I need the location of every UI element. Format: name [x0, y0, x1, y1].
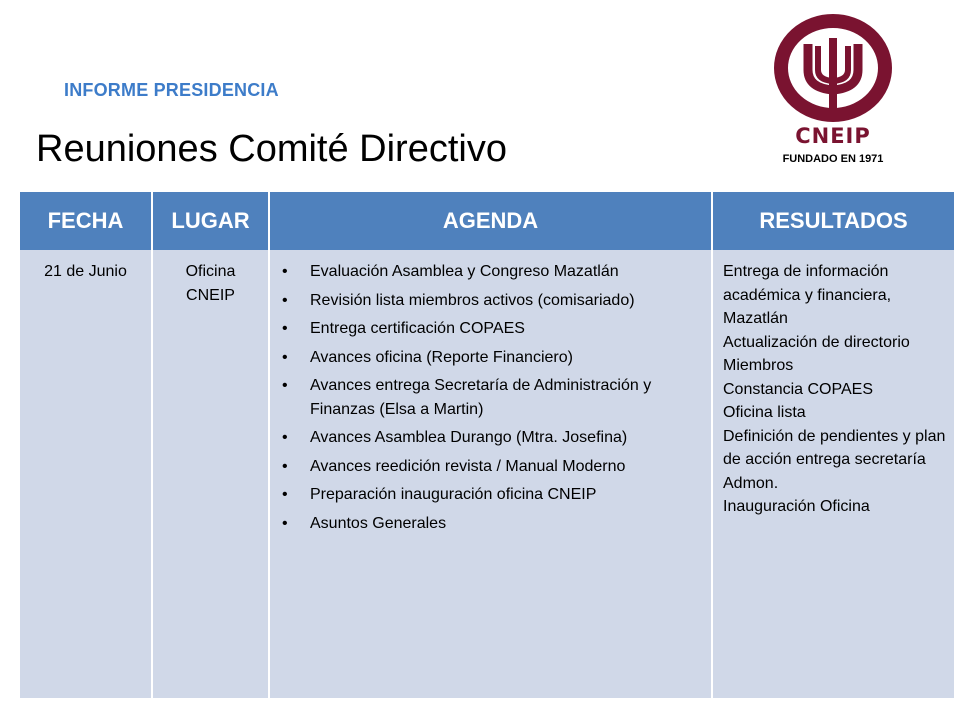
result-item: Entrega de información académica y financiera, Mazatlán: [723, 263, 892, 327]
result-item: Inauguración Oficina: [723, 498, 870, 515]
result-item: Actualización de directorio Miembros: [723, 333, 910, 374]
header-label: INFORME PRESIDENCIA: [64, 80, 279, 100]
agenda-item: • Asuntos Generales: [310, 512, 703, 536]
meetings-table: [20, 192, 954, 698]
result-item: Constancia COPAES: [723, 380, 873, 398]
agenda-item: • Avances entrega Secretaría de Administración y Finanzas (Elsa a Martin): [310, 374, 703, 421]
cell-agenda: [269, 250, 712, 698]
table-header-row: [20, 192, 954, 250]
cell-resultados: [712, 250, 954, 698]
column-header-fecha: FECHA: [20, 192, 152, 250]
agenda-item: • Preparación inauguración oficina CNEIP: [310, 483, 703, 507]
agenda-item: • Entrega certificación COPAES: [310, 317, 703, 341]
page-title: Reuniones Comité Directivo: [36, 128, 507, 170]
logo-subtitle: FUNDADO EN 1971: [782, 153, 884, 165]
cneip-emblem-icon: [768, 14, 898, 124]
agenda-item: • Avances Asamblea Durango (Mtra. Josefina): [310, 426, 703, 450]
column-header-resultados: RESULTADOS: [712, 192, 954, 250]
result-item: Oficina lista: [723, 404, 806, 421]
logo-name: CNEIP: [795, 124, 871, 148]
table-row: [20, 250, 954, 698]
cneip-logo: [768, 14, 898, 174]
column-header-agenda: AGENDA: [269, 192, 712, 250]
cell-lugar: Oficina CNEIP: [152, 250, 269, 698]
agenda-item: • Evaluación Asamblea y Congreso Mazatlán: [310, 260, 703, 284]
agenda-item: • Avances oficina (Reporte Financiero): [310, 346, 703, 370]
agenda-list: [278, 260, 703, 535]
agenda-item: • Avances reedición revista / Manual Moderno: [310, 455, 703, 479]
column-header-lugar: LUGAR: [152, 192, 269, 250]
result-item: Definición de pendientes y plan de acción entrega secretaría Admon.: [723, 427, 946, 492]
cell-fecha: 21 de Junio: [20, 250, 152, 698]
agenda-item: • Revisión lista miembros activos (comisariado): [310, 289, 703, 313]
